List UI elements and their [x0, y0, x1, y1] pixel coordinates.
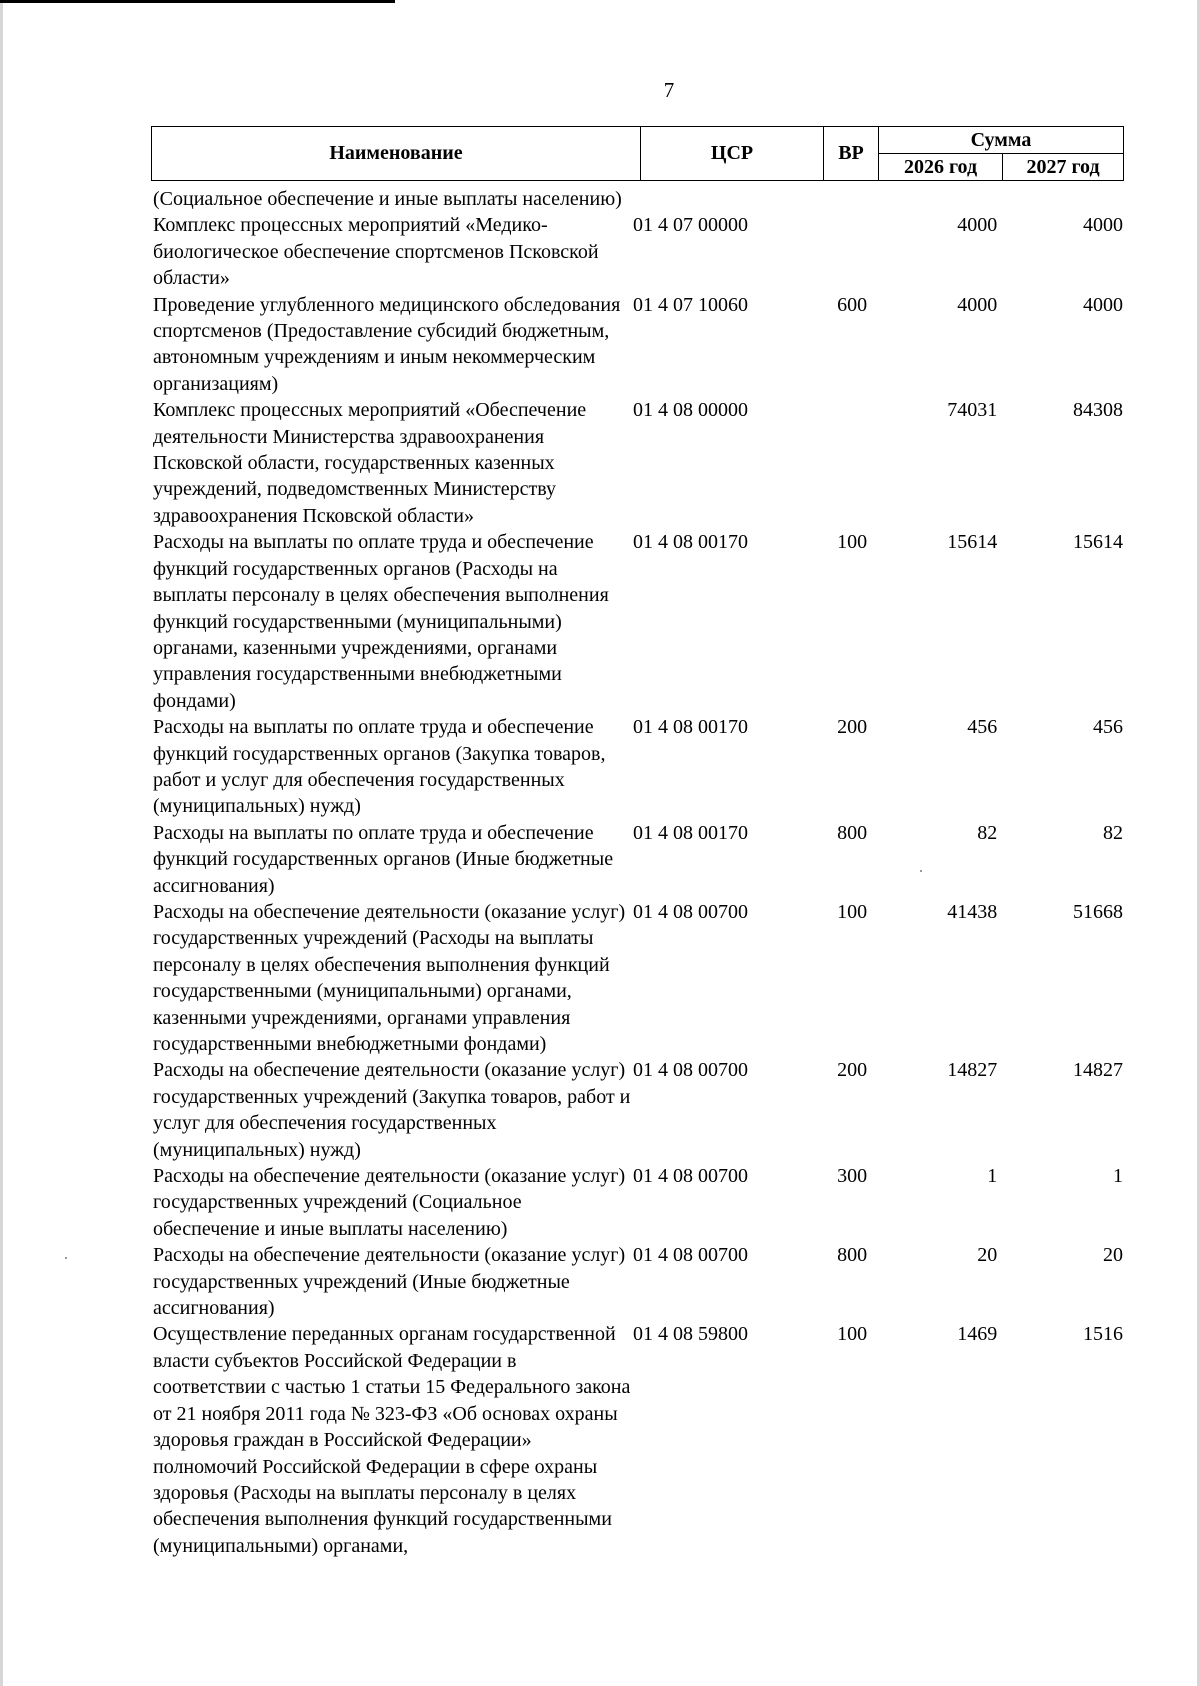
- scan-edge-left: [0, 0, 3, 1686]
- row-sum-2026: 456: [967, 716, 998, 739]
- row-name: Комплекс процессных мероприятий «Обеспечение деятельности Министерства здравоохранения Псковской области, государственных казенных учреждений, подведомственных Министерству здравоохранения Псковской области»: [153, 399, 587, 527]
- table-row: [153, 212, 1123, 291]
- row-sum-2026: 4000: [957, 214, 998, 237]
- header-sum: Сумма: [879, 127, 1124, 154]
- header-vr: ВР: [824, 127, 879, 181]
- row-csr: 01 4 08 00000: [633, 399, 749, 422]
- row-name: Расходы на выплаты по оплате труда и обеспечение функций государственных органов (Закупка товаров, работ и услуг для обеспечения государственных (муниципальных) нужд): [153, 716, 606, 818]
- row-name: (Социальное обеспечение и иные выплаты населению): [153, 188, 622, 210]
- row-csr: 01 4 08 59800: [633, 1323, 749, 1346]
- row-csr: 01 4 08 00700: [633, 1059, 749, 1082]
- row-csr: 01 4 08 00170: [633, 531, 749, 554]
- row-name: Комплекс процессных мероприятий «Медико-биологическое обеспечение спортсменов Псковской области»: [153, 214, 599, 290]
- row-vr: 300: [837, 1165, 868, 1188]
- row-csr: 01 4 08 00700: [633, 1244, 749, 1267]
- header-name: Наименование: [152, 127, 641, 181]
- row-vr: 100: [837, 1323, 868, 1346]
- table-row: [153, 1242, 1123, 1321]
- row-sum-2027: 14827: [1073, 1059, 1124, 1082]
- row-csr: 01 4 07 10060: [633, 293, 749, 316]
- header-year-2026: 2026 год: [879, 154, 1003, 181]
- header-csr: ЦСР: [641, 127, 824, 181]
- row-name: Расходы на обеспечение деятельности (оказание услуг) государственных учреждений (Иные бюджетные ассигнования): [153, 1244, 626, 1320]
- row-name: Расходы на выплаты по оплате труда и обеспечение функций государственных органов (Расходы на выплаты персоналу в целях обеспечения выполнения функций государственными (муниципальными) органами, казенными учреждениями, органами управления государственными внебюджетными фондами): [153, 531, 609, 712]
- table-row: [153, 397, 1123, 529]
- row-sum-2027: 1: [1113, 1165, 1124, 1188]
- page-number: 7: [663, 78, 675, 102]
- row-sum-2026: 1469: [957, 1323, 998, 1346]
- row-sum-2027: 4000: [1083, 214, 1124, 237]
- row-sum-2027: 15614: [1073, 531, 1124, 554]
- row-sum-2027: 82: [1103, 821, 1124, 844]
- table-body: [153, 186, 1123, 1559]
- row-csr: 01 4 07 00000: [633, 214, 749, 237]
- header-year-2027: 2027 год: [1003, 154, 1124, 181]
- row-csr: 01 4 08 00700: [633, 1165, 749, 1188]
- table-row: [153, 1057, 1123, 1163]
- row-vr: 200: [837, 1059, 868, 1082]
- row-sum-2026: 1: [987, 1165, 998, 1188]
- row-sum-2026: 74031: [947, 399, 998, 422]
- row-sum-2026: 82: [977, 821, 998, 844]
- table-row: [153, 186, 1123, 212]
- table-row: [153, 1321, 1123, 1559]
- table-row: [153, 1163, 1123, 1242]
- row-sum-2027: 4000: [1083, 293, 1124, 316]
- row-sum-2026: 41438: [947, 900, 998, 923]
- row-sum-2027: 51668: [1073, 900, 1124, 923]
- row-sum-2027: 20: [1103, 1244, 1124, 1267]
- row-vr: 600: [837, 293, 868, 316]
- row-name: Расходы на обеспечение деятельности (оказание услуг) государственных учреждений (Закупка товаров, работ и услуг для обеспечения государственных (муниципальных) нужд): [153, 1059, 631, 1161]
- table-row: [153, 714, 1123, 820]
- row-sum-2026: 15614: [947, 531, 998, 554]
- table-row: [153, 820, 1123, 899]
- row-sum-2026: 14827: [947, 1059, 998, 1082]
- row-sum-2027: 456: [1093, 716, 1124, 739]
- row-csr: 01 4 08 00170: [633, 716, 749, 739]
- row-sum-2027: 1516: [1083, 1323, 1124, 1346]
- row-name: Расходы на выплаты по оплате труда и обеспечение функций государственных органов (Иные бюджетные ассигнования): [153, 821, 614, 897]
- row-vr: 800: [837, 821, 868, 844]
- row-name: Проведение углубленного медицинского обследования спортсменов (Предоставление субсидий бюджетным, автономным учреждениям и иным некоммерческим организациям): [153, 293, 621, 395]
- row-sum-2027: 84308: [1073, 399, 1124, 422]
- row-sum-2026: 4000: [957, 293, 998, 316]
- row-vr: 100: [837, 900, 868, 923]
- row-vr: 800: [837, 1244, 868, 1267]
- row-csr: 01 4 08 00170: [633, 821, 749, 844]
- row-vr: 100: [837, 531, 868, 554]
- row-vr: 200: [837, 716, 868, 739]
- row-name: Расходы на обеспечение деятельности (оказание услуг) государственных учреждений (Социальное обеспечение и иные выплаты населению): [153, 1165, 626, 1240]
- row-name: Осуществление переданных органам государственной власти субъектов Российской Федерации в соответствии с частью 1 статьи 15 Федерального закона от 21 ноября 2011 года № 323-ФЗ «Об основах охраны здоровья граждан в Российской Федерации» полномочий Российской Федерации в сфере охраны здоровья (Расходы на выплаты персоналу в целях обеспечения выполнения функций государственными (муниципальными) органами,: [153, 1323, 631, 1557]
- row-sum-2026: 20: [977, 1244, 998, 1267]
- table-row: [153, 292, 1123, 398]
- table-row: [153, 899, 1123, 1057]
- scan-speck: [65, 1257, 67, 1259]
- table-header: [151, 126, 1124, 181]
- row-csr: 01 4 08 00700: [633, 900, 749, 923]
- table-row: [153, 529, 1123, 714]
- row-name: Расходы на обеспечение деятельности (оказание услуг) государственных учреждений (Расходы на выплаты персоналу в целях обеспечения выполнения функций государственными (муниципальными) органами, казенными учреждениями, органами управления государственными внебюджетными фондами): [153, 900, 626, 1055]
- scan-top-bar: [0, 0, 395, 3]
